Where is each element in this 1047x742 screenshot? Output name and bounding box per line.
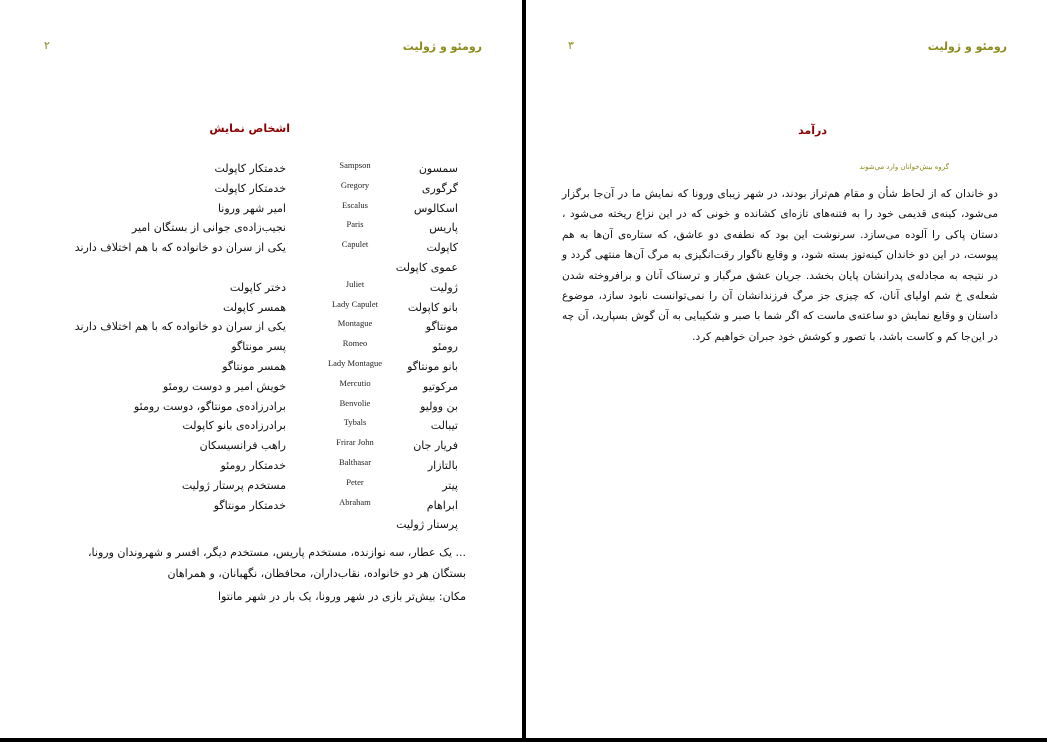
cast-row — [0, 320, 522, 340]
cast-name-fa: اسکالوس — [413, 201, 458, 215]
cast-description: یکی از سران دو خانواده که با هم اختلاف دارند — [74, 241, 286, 255]
cast-description: یکی از سران دو خانواده که با هم اختلاف دارند — [74, 320, 286, 334]
cast-row — [0, 278, 522, 301]
stage-direction: گروه بیش‌خوانان وارد می‌شوند — [859, 163, 949, 171]
cast-name-fa: پیتر — [442, 478, 458, 492]
cast-name-fa: فریار جان — [413, 439, 458, 453]
cast-name-en: Capulet — [341, 239, 369, 250]
cast-row — [0, 241, 522, 261]
cast-description: پسر مونتاگو — [231, 340, 286, 354]
cast-description: امیر شهر ورونا — [217, 201, 286, 215]
cast-name-fa: ژولیت — [429, 280, 458, 294]
cast-description: مستخدم پرستار ژولیت — [181, 478, 286, 492]
cast-name-fa: پرستار ژولیت — [396, 518, 458, 532]
cast-row — [0, 496, 522, 519]
cast-name-en: Tybals — [343, 417, 367, 428]
cast-row — [0, 518, 522, 538]
cast-description: همسر مونتاگو — [222, 359, 286, 373]
cast-row — [0, 397, 522, 420]
cast-row — [0, 357, 522, 380]
cast-row — [0, 340, 522, 360]
place-text: مکان: بیش‌تر بازی در شهر ورونا، یک بار در شهر مانتوا — [218, 590, 466, 603]
cast-name-en: Lady Montague — [327, 357, 383, 368]
running-title: رومئو و ژولیت — [927, 40, 1007, 53]
cast-description: نجیب‌زاده‌ی جوانی از بستگان امیر — [131, 221, 286, 235]
cast-name-en: Benvolie — [339, 397, 371, 408]
prologue-text: دو خاندان که از لحاظ شأن و مقام هم‌تراز بودند، در شهر زیبای ورونا که نمایش ما در آن‌جا برگزار می‌شود، کینه‌ی قدیمی خود را به فتنه‌های تازه‌ای کشانده و خونی که در این نزاع ریخته می‌شود ، دستان پاکی را آلوده می‌سازد. سرنوشت این بود که نطفه‌ی دو عاشق، که ستاره‌ی آن‌ها به هم پیوست، در این دو خاندان کینه‌توز بسته شود، و وقایع ناگوار رقت‌انگیزی به مرگ آن‌ها منتهی گردد و در نتیجه به مجادله‌ی پدرانشان پایان بخشد. جریان عشق مرگبار و ترسناک آنان و برافروخته شدن شعله‌ی خ شم اولیای آنان، که چیزی جز مرگ فرزندانشان آن را نمی‌توانست نابود سازد، موضوع داستان و وقایع نمایش دو ساعته‌ی ماست که اگر شما با صبر و شکیبایی به آن گوش بسپارید، آن چه در این‌جا کم و کاست باشد، با تصور و کوشش خود جبران خواهیم کرد. — [562, 188, 998, 343]
cast-name-fa: تیبالت — [430, 419, 458, 433]
cast-name-fa: سمسون — [418, 162, 458, 175]
cast-row — [0, 439, 522, 459]
cast-row — [0, 221, 522, 241]
cast-name-en: Lady Capulet — [331, 298, 379, 309]
page-number: ۳ — [568, 39, 574, 52]
cast-description: خدمتکار مونتاگو — [213, 498, 286, 512]
cast-name-fa: رومئو — [432, 340, 458, 354]
cast-row — [0, 377, 522, 400]
cast-name-en: Montague — [337, 318, 373, 329]
cast-name-fa: کاپولت — [426, 241, 458, 255]
cast-row — [0, 298, 522, 321]
cast-description: خدمتکار کاپولت — [214, 181, 286, 195]
cast-row — [0, 419, 522, 439]
cast-name-en: Balthasar — [338, 456, 372, 467]
cast-row — [0, 456, 522, 479]
cast-name-fa: بانو کاپولت — [407, 300, 458, 314]
cast-description: دختر کاپولت — [229, 280, 286, 294]
prologue-heading: درآمد — [798, 124, 827, 137]
cast-name-fa: ابراهام — [426, 498, 458, 512]
cast-name-fa: بالتازار — [427, 458, 458, 472]
cast-name-en: Peter — [346, 476, 364, 487]
cast-name-en: Romeo — [342, 338, 368, 349]
cast-name-en: Sampson — [339, 160, 371, 170]
cast-name-en: Abraham — [339, 496, 371, 507]
cast-name-fa: مونتاگو — [425, 320, 458, 334]
left-page — [0, 0, 522, 738]
cast-name-fa: بن وولیو — [420, 399, 458, 413]
cast-name-en: Paris — [346, 219, 364, 230]
cast-heading: اشخاص نمایش — [209, 122, 290, 135]
page-number: ۲ — [44, 39, 50, 52]
cast-row — [0, 179, 522, 202]
cast-name-fa: بانو مونتاگو — [407, 359, 458, 373]
cast-description: راهب فرانسیسکان — [199, 439, 286, 453]
cast-name-en: Frirar John — [336, 437, 374, 448]
cast-row — [0, 162, 522, 182]
cast-name-en: Escalus — [342, 199, 368, 210]
cast-name-en: Gregory — [340, 179, 370, 190]
cast-row — [0, 199, 522, 222]
cast-name-en: Mercutio — [339, 377, 371, 388]
running-title: رومئو و ژولیت — [402, 40, 482, 53]
cast-description: برادرزاده‌ی بانو کاپولت — [182, 419, 286, 433]
cast-name-en: Juliet — [345, 278, 365, 289]
cast-description: خویش امیر و دوست رومئو — [163, 379, 286, 393]
cast-name-fa: گرگوری — [421, 181, 458, 195]
right-page — [526, 0, 1047, 738]
cast-description: خدمتکار کاپولت — [214, 162, 286, 175]
cast-row — [0, 261, 522, 281]
cast-description: برادرزاده‌ی مونتاگو، دوست رومئو — [133, 399, 286, 413]
cast-description: خدمتکار رومئو — [220, 458, 286, 472]
cast-name-fa: مرکوتیو — [423, 379, 458, 393]
cast-name-fa: عموی کاپولت — [395, 260, 458, 274]
cast-description: همسر کاپولت — [222, 300, 286, 314]
cast-name-fa: پاریس — [429, 221, 458, 235]
extras-text: ... یک عطار، سه نوازنده، مستخدم پاریس، مستخدم دیگر، افسر و شهروندان ورونا، بستگان هر دو خانواده، نقاب‌داران، محافظان، نگهبانان، و همراهان — [87, 546, 466, 580]
cast-list — [0, 162, 522, 538]
cast-row — [0, 476, 522, 499]
